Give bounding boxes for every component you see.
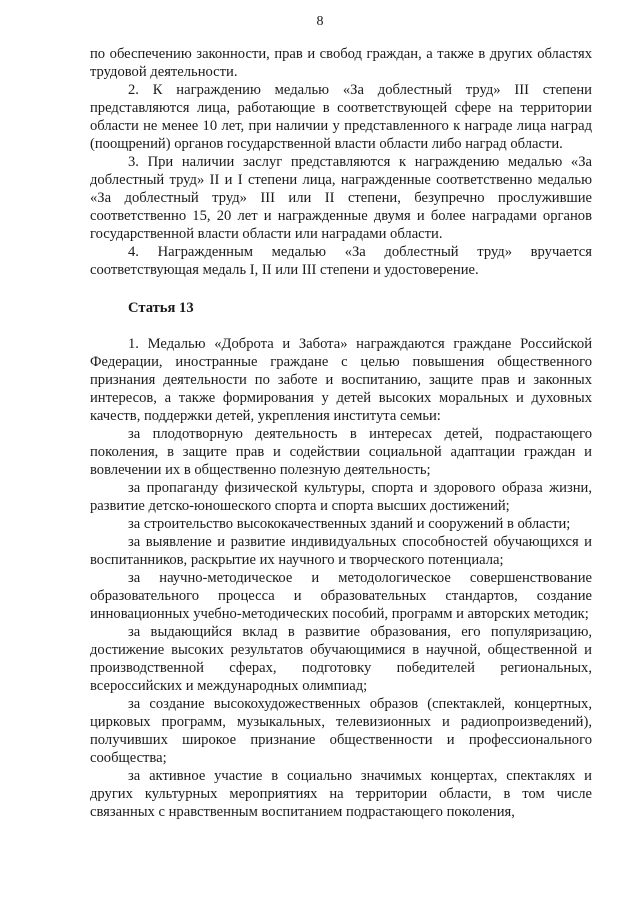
page-number: 8 <box>316 14 324 29</box>
list-item: за научно-методическое и методологическое совершенствование образовательного процесса и образовательных стандартов, создание инновационных учебно-методических пособий, программ и авторских методик; <box>90 570 592 622</box>
list-item: за пропаганду физической культуры, спорта и здорового образа жизни, развитие детско-юношеского спорта и спорта высших достижений; <box>90 480 592 514</box>
list-item: за строительство высококачественных зданий и сооружений в области; <box>128 516 571 532</box>
paragraph-2: 2. К награждению медалью «За доблестный труд» III степени представляются лица, работающие в соответствующей сфере на территории области не менее 10 лет, при наличии у представленного к награде лица наград (поощрений) органов государственной власти области либо наград области. <box>90 82 592 152</box>
list-item: за плодотворную деятельность в интересах детей, подрастающего поколения, в защите прав и содействии социальной адаптации граждан и вовлечении их в общественно полезную деятельность; <box>90 426 592 478</box>
document-body <box>90 45 592 821</box>
paragraph-4: 4. Награжденным медалью «За доблестный труд» вручается соответствующая медаль I, II или III степени и удостоверение. <box>90 244 592 278</box>
list-item: за активное участие в социально значимых концертах, спектаклях и других культурных мероприятиях на территории области, в том числе связанных с нравственным воспитанием подрастающего поколения, <box>90 768 592 820</box>
list-item: за создание высокохудожественных образов (спектаклей, концертных, цирковых программ, музыкальных, телевизионных и радиопроизведений), получивших широкое признание общественности и профессионального сообщества; <box>90 696 592 766</box>
paragraph-continuation: по обеспечению законности, прав и свобод граждан, а также в других областях трудовой деятельности. <box>90 46 592 80</box>
article-heading: Статья 13 <box>128 300 194 316</box>
article13-paragraph-1: 1. Медалью «Доброта и Забота» награждаются граждане Российской Федерации, иностранные граждане с целью повышения общественного признания деятельности по заботе и воспитанию, защите прав и законных интересов, а также формирования у детей высоких моральных и духовных качеств, поддержки детей, укрепления института семьи: <box>90 336 592 424</box>
paragraph-3: 3. При наличии заслуг представляются к награждению медалью «За доблестный труд» II и I степени лица, награжденные соответственно медалью «За доблестный труд» III или II степени, безупречно прослужившие соответственно 15, 20 лет и награжденные двумя и более наградами органов государственной власти области или наградами области. <box>90 154 592 242</box>
list-item: за выявление и развитие индивидуальных способностей обучающихся и воспитанников, раскрытие их научного и творческого потенциала; <box>90 534 592 568</box>
list-item: за выдающийся вклад в развитие образования, его популяризацию, достижение высоких результатов обучающимися в научной, общественной и производственной сферах, подготовку победителей региональных, всероссийских и международных олимпиад; <box>90 624 592 694</box>
